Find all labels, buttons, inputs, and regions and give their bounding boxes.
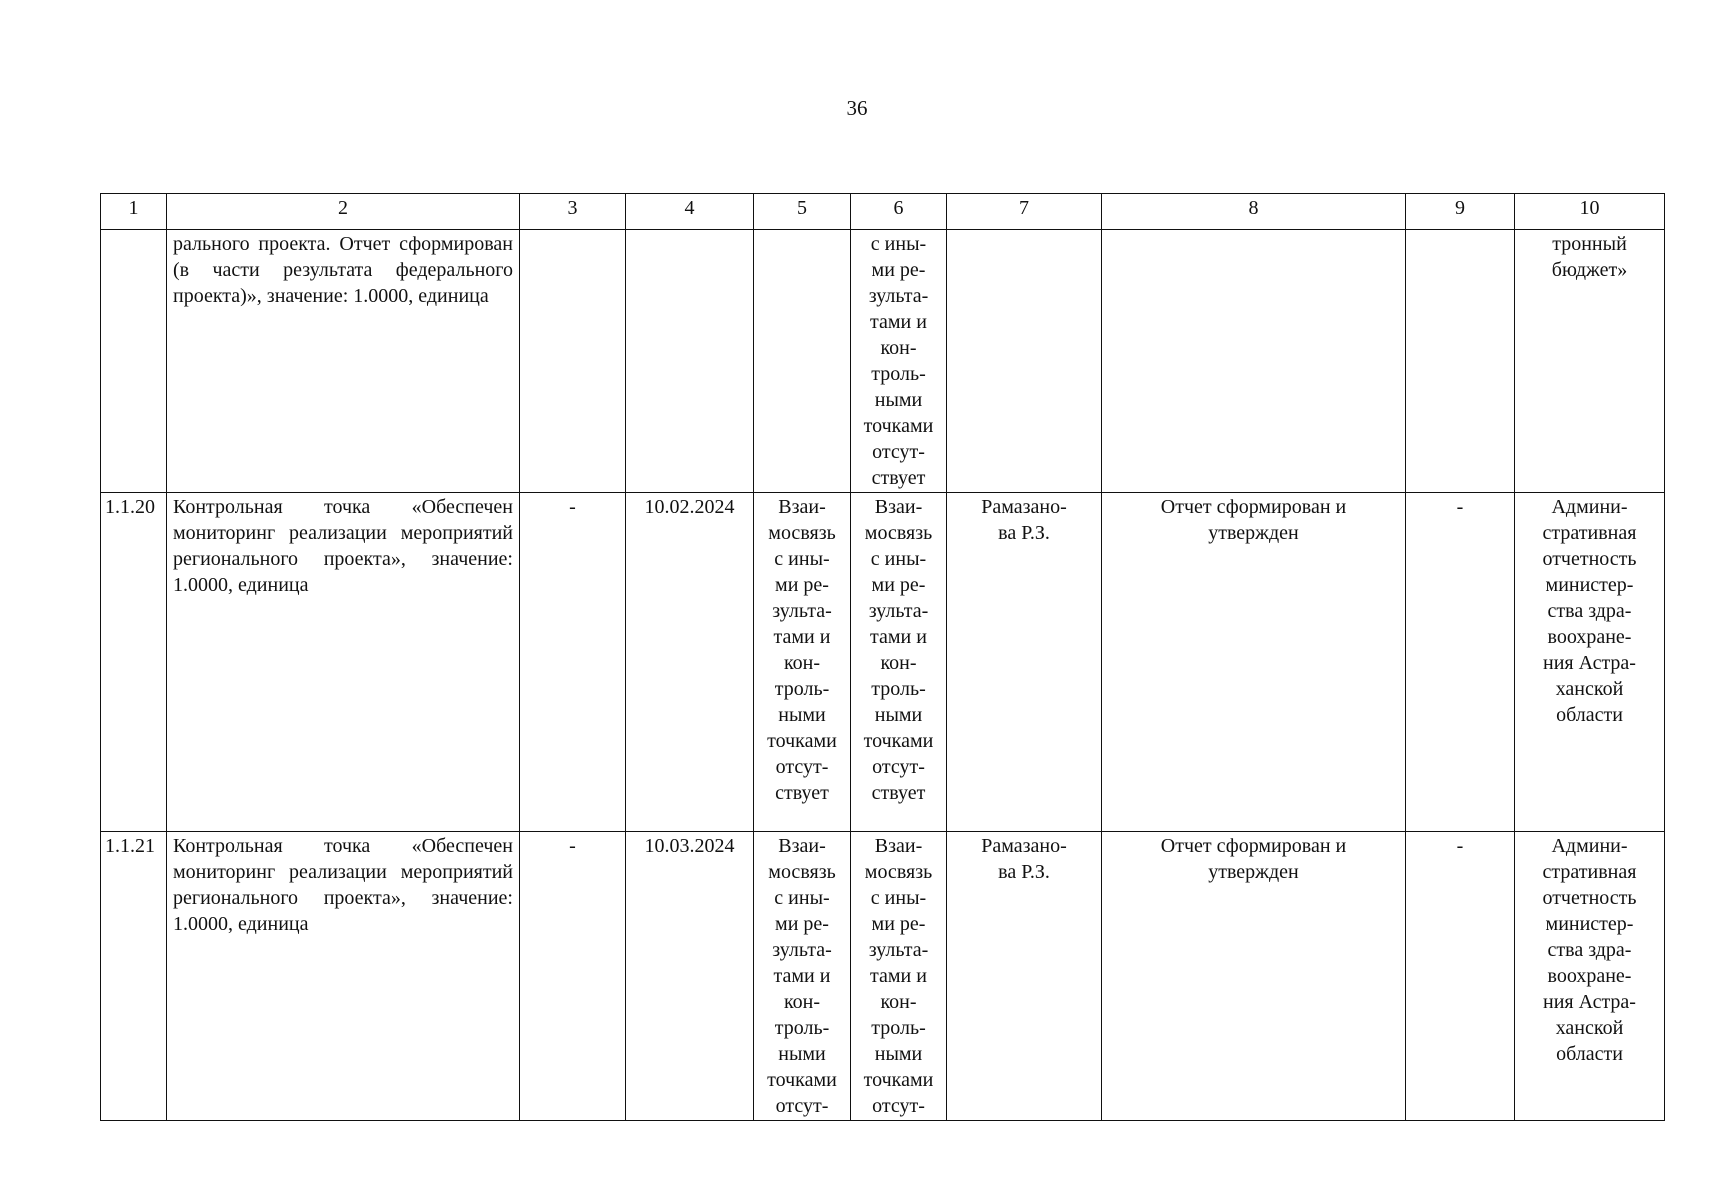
cell-col-8: [1102, 230, 1406, 493]
cell-col-10: Админи- стративная отчетность министер- ства здра- воохране- ния Астра- ханской области: [1515, 832, 1665, 1121]
cell-col-8: Отчет сформирован и утвержден: [1102, 832, 1406, 1121]
cell-col-8: Отчет сформирован и утвержден: [1102, 493, 1406, 832]
table-row: [101, 230, 1665, 493]
cell-col-4: [626, 230, 754, 493]
cell-col-5: Взаи- мосвязь с ины- ми ре- зульта- тами и кон- троль- ными точками отсут-: [754, 832, 851, 1121]
cell-col-10: тронный бюджет»: [1515, 230, 1665, 493]
cell-col-5: Взаи- мосвязь с ины- ми ре- зульта- тами и кон- троль- ными точками отсут- ствует: [754, 493, 851, 832]
column-header-10: 10: [1515, 194, 1665, 230]
cell-col-4: 10.03.2024: [626, 832, 754, 1121]
cell-col-6: Взаи- мосвязь с ины- ми ре- зульта- тами и кон- троль- ными точками отсут-: [851, 832, 947, 1121]
column-header-4: 4: [626, 194, 754, 230]
row-number: 1.1.21: [101, 832, 167, 1121]
cell-col-7: [947, 230, 1102, 493]
cell-col-6: Взаи- мосвязь с ины- ми ре- зульта- тами и кон- троль- ными точками отсут- ствует: [851, 493, 947, 832]
row-number: 1.1.20: [101, 493, 167, 832]
column-header-2: 2: [167, 194, 520, 230]
table-row: [101, 493, 1665, 832]
column-header-9: 9: [1406, 194, 1515, 230]
cell-col-9: -: [1406, 832, 1515, 1121]
cell-col-7: Рамазано- ва Р.З.: [947, 493, 1102, 832]
table-header-row: [101, 194, 1665, 230]
column-header-6: 6: [851, 194, 947, 230]
column-header-5: 5: [754, 194, 851, 230]
cell-col-3: -: [520, 493, 626, 832]
table-row: [101, 832, 1665, 1121]
cell-col-10: Админи- стративная отчетность министер- ства здра- воохране- ния Астра- ханской области: [1515, 493, 1665, 832]
row-description: рального проекта. Отчет сформирован (в части результата федерального проекта)», значение: 1.0000, единица: [167, 230, 520, 493]
cell-col-4: 10.02.2024: [626, 493, 754, 832]
page-number: 36: [846, 96, 868, 120]
cell-col-9: -: [1406, 493, 1515, 832]
cell-col-3: [520, 230, 626, 493]
column-header-1: 1: [101, 194, 167, 230]
cell-col-9: [1406, 230, 1515, 493]
column-header-8: 8: [1102, 194, 1406, 230]
cell-col-3: -: [520, 832, 626, 1121]
row-description: Контрольная точка «Обеспечен мониторинг реализации мероприятий регионального проекта», значение: 1.0000, единица: [167, 493, 520, 832]
column-header-7: 7: [947, 194, 1102, 230]
cell-col-7: Рамазано- ва Р.З.: [947, 832, 1102, 1121]
row-number: [101, 230, 167, 493]
row-description: Контрольная точка «Обеспечен мониторинг реализации мероприятий регионального проекта», значение: 1.0000, единица: [167, 832, 520, 1121]
column-header-3: 3: [520, 194, 626, 230]
cell-col-6: с ины- ми ре- зульта- тами и кон- троль- ными точками отсут- ствует: [851, 230, 947, 493]
document-table: [100, 193, 1665, 1121]
cell-col-5: [754, 230, 851, 493]
